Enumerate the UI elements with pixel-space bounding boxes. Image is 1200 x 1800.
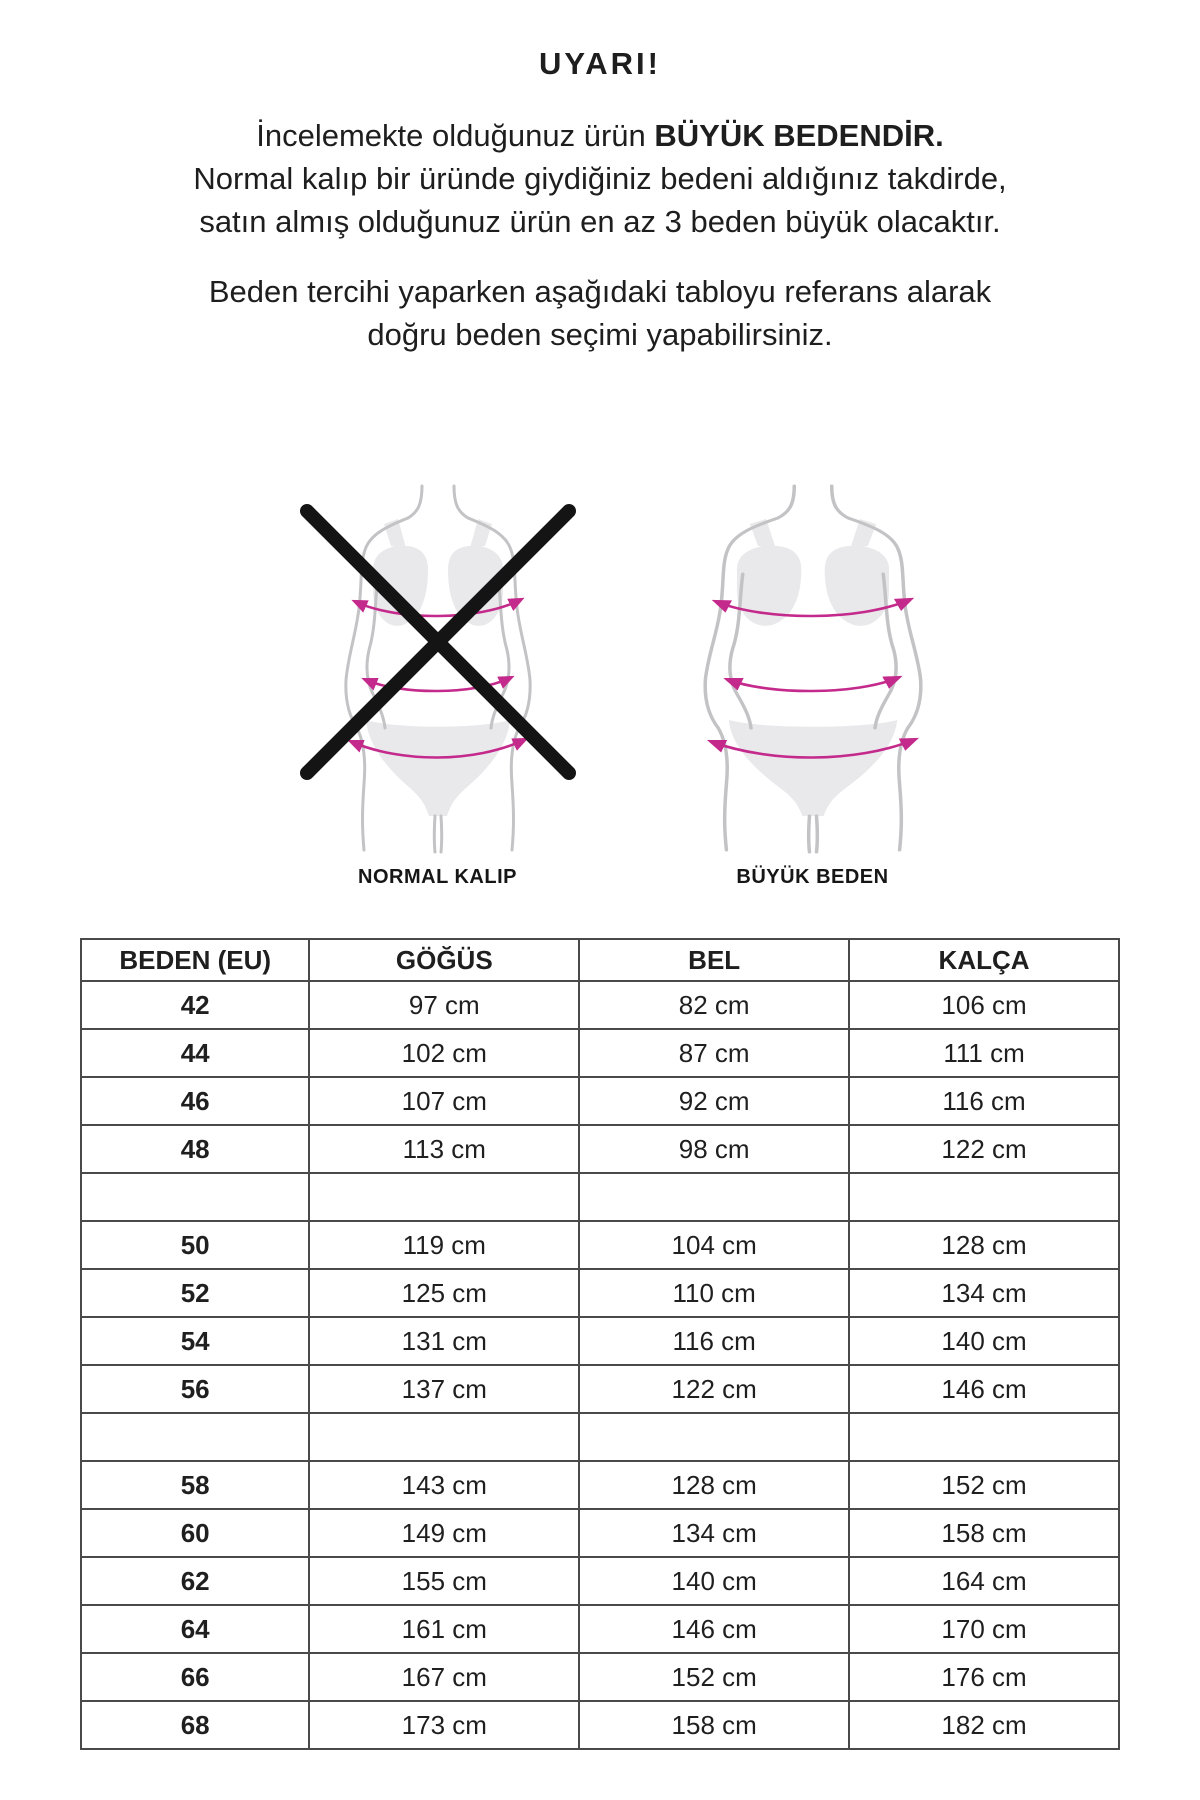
intro-line3: satın almış olduğunuz ürün en az 3 beden büyük olacaktır.: [199, 204, 1001, 239]
table-row: [81, 1221, 1119, 1269]
size-cell: 44: [81, 1029, 309, 1077]
waist-cell: 134 cm: [579, 1509, 849, 1557]
size-cell: 46: [81, 1077, 309, 1125]
size-cell: [81, 1413, 309, 1461]
intro-line2: Normal kalıp bir üründe giydiğiniz bedeni aldığınız takdirde,: [193, 161, 1007, 196]
waist-cell: 146 cm: [579, 1605, 849, 1653]
plus-body-silhouette-icon: [693, 484, 933, 854]
table-row: [81, 1701, 1119, 1749]
waist-cell: 87 cm: [579, 1029, 849, 1077]
size-cell: 54: [81, 1317, 309, 1365]
chest-cell: 125 cm: [309, 1269, 579, 1317]
size-cell: 50: [81, 1221, 309, 1269]
hip-cell: [849, 1173, 1119, 1221]
chest-cell: 143 cm: [309, 1461, 579, 1509]
chest-cell: 102 cm: [309, 1029, 579, 1077]
table-row: [81, 1269, 1119, 1317]
waist-cell: 128 cm: [579, 1461, 849, 1509]
waist-cell: 122 cm: [579, 1365, 849, 1413]
intro-line1-bold: BÜYÜK BEDENDİR.: [654, 118, 944, 153]
note-line2: doğru beden seçimi yapabilirsiniz.: [367, 317, 833, 352]
table-row: [81, 1077, 1119, 1125]
hip-cell: 140 cm: [849, 1317, 1119, 1365]
table-row: [81, 1365, 1119, 1413]
hip-cell: 152 cm: [849, 1461, 1119, 1509]
chest-cell: 107 cm: [309, 1077, 579, 1125]
page-title: UYARI!: [539, 46, 661, 81]
plus-size-figure: [693, 484, 933, 889]
hip-cell: 146 cm: [849, 1365, 1119, 1413]
waist-cell: 104 cm: [579, 1221, 849, 1269]
table-row: [81, 1029, 1119, 1077]
waist-cell: 158 cm: [579, 1701, 849, 1749]
header-chest: GÖĞÜS: [309, 939, 579, 981]
waist-cell: 140 cm: [579, 1557, 849, 1605]
hip-cell: 134 cm: [849, 1269, 1119, 1317]
size-cell: 42: [81, 981, 309, 1029]
size-cell: 68: [81, 1701, 309, 1749]
header-waist: BEL: [579, 939, 849, 981]
hip-cell: [849, 1413, 1119, 1461]
size-cell: [81, 1173, 309, 1221]
chest-cell: 167 cm: [309, 1653, 579, 1701]
note-paragraph: [0, 270, 1200, 356]
hip-cell: 106 cm: [849, 981, 1119, 1029]
chest-cell: 173 cm: [309, 1701, 579, 1749]
size-table-body: [81, 981, 1119, 1749]
hip-cell: 116 cm: [849, 1077, 1119, 1125]
waist-cell: 110 cm: [579, 1269, 849, 1317]
chest-cell: 119 cm: [309, 1221, 579, 1269]
hip-cell: 170 cm: [849, 1605, 1119, 1653]
waist-cell: 152 cm: [579, 1653, 849, 1701]
table-row: [81, 1557, 1119, 1605]
chest-cell: 113 cm: [309, 1125, 579, 1173]
figure-comparison: [25, 484, 1200, 889]
intro-line1: İncelemekte olduğunuz ürün: [256, 118, 655, 153]
size-table-header: [81, 939, 1119, 981]
size-cell: 62: [81, 1557, 309, 1605]
chest-cell: 137 cm: [309, 1365, 579, 1413]
waist-cell: [579, 1173, 849, 1221]
figure-label-plus: BÜYÜK BEDEN: [736, 866, 889, 888]
size-cell: 56: [81, 1365, 309, 1413]
chest-cell: 149 cm: [309, 1509, 579, 1557]
size-cell: 66: [81, 1653, 309, 1701]
table-row: [81, 981, 1119, 1029]
note-line1: Beden tercihi yaparken aşağıdaki tabloyu referans alarak: [208, 274, 992, 309]
chest-cell: [309, 1173, 579, 1221]
hip-cell: 111 cm: [849, 1029, 1119, 1077]
waist-cell: [579, 1413, 849, 1461]
header-size: BEDEN (EU): [81, 939, 309, 981]
size-cell: 52: [81, 1269, 309, 1317]
waist-cell: 116 cm: [579, 1317, 849, 1365]
hip-cell: 164 cm: [849, 1557, 1119, 1605]
table-row: [81, 1509, 1119, 1557]
figure-label-normal: NORMAL KALIP: [358, 866, 517, 888]
hip-cell: 176 cm: [849, 1653, 1119, 1701]
table-row: [81, 1125, 1119, 1173]
table-row: [81, 1461, 1119, 1509]
hip-cell: 158 cm: [849, 1509, 1119, 1557]
chest-cell: 155 cm: [309, 1557, 579, 1605]
table-row: [81, 1317, 1119, 1365]
table-spacer-row: [81, 1173, 1119, 1221]
chest-cell: [309, 1413, 579, 1461]
size-table: [80, 938, 1120, 1750]
table-spacer-row: [81, 1413, 1119, 1461]
size-cell: 60: [81, 1509, 309, 1557]
header-hip: KALÇA: [849, 939, 1119, 981]
chest-cell: 161 cm: [309, 1605, 579, 1653]
table-row: [81, 1605, 1119, 1653]
hip-cell: 122 cm: [849, 1125, 1119, 1173]
intro-paragraph: [0, 114, 1200, 243]
normal-fit-figure: [318, 484, 558, 889]
waist-cell: 82 cm: [579, 981, 849, 1029]
waist-cell: 92 cm: [579, 1077, 849, 1125]
size-cell: 58: [81, 1461, 309, 1509]
waist-cell: 98 cm: [579, 1125, 849, 1173]
hip-cell: 182 cm: [849, 1701, 1119, 1749]
header-row: [81, 939, 1119, 981]
chest-cell: 131 cm: [309, 1317, 579, 1365]
hip-cell: 128 cm: [849, 1221, 1119, 1269]
cross-out-icon: [300, 504, 576, 780]
size-cell: 48: [81, 1125, 309, 1173]
chest-cell: 97 cm: [309, 981, 579, 1029]
table-row: [81, 1653, 1119, 1701]
size-cell: 64: [81, 1605, 309, 1653]
